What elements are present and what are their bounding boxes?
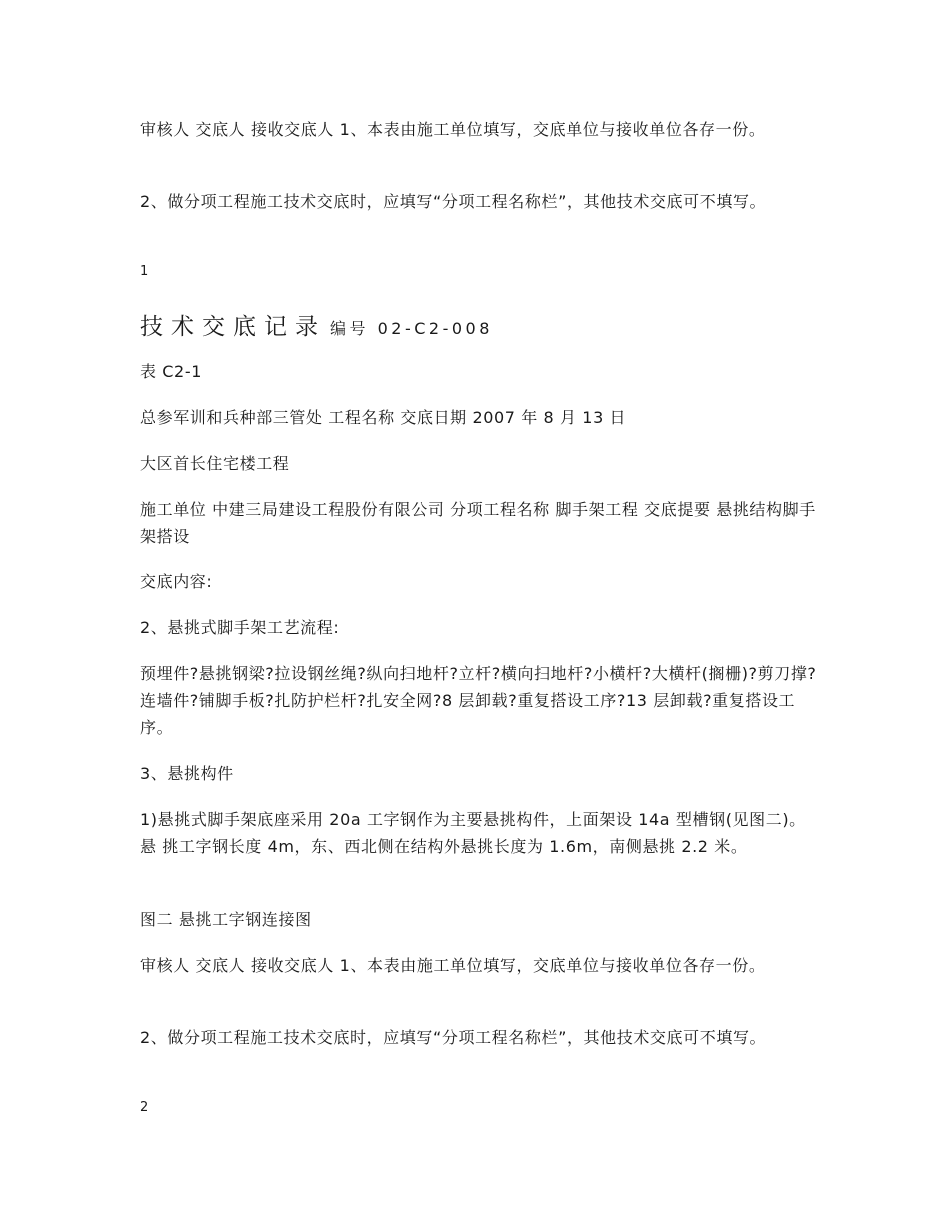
- section2-heading: 2、悬挑式脚手架工艺流程:: [140, 618, 340, 637]
- approval-note-1: 审核人 交底人 接收交底人 1、本表由施工单位填写，交底单位与接收单位各存一份。: [140, 956, 766, 975]
- project-name: 大区首长住宅楼工程: [140, 454, 290, 473]
- content-label: 交底内容:: [140, 572, 213, 591]
- header-line: 总参军训和兵种部三管处 工程名称 交底日期 2007 年 8 月 13 日: [140, 408, 627, 427]
- page-number: 2: [140, 1100, 149, 1115]
- process-flow: 预埋件?悬挑钢梁?拉设钢丝绳?纵向扫地杆?立杆?横向扫地杆?小横杆?大横杆(搁栅)?剪刀撑?连墙件?铺脚手板?扎防护栏杆?扎安全网?8 层卸载?重复搭设工序?13 层卸载?重复搭设工序。: [140, 664, 817, 737]
- record-title-line: [140, 308, 820, 341]
- figure-caption: 图二 悬挑工字钢连接图: [140, 910, 312, 929]
- page-number: 1: [140, 264, 149, 279]
- record-code: 编号 02-C2-008: [330, 319, 493, 338]
- form-number: 表 C2-1: [140, 362, 202, 381]
- section3-item-1: 1)悬挑式脚手架底座采用 20a 工字钢作为主要悬挑构件，上面架设 14a 型槽钢(见图二)。悬 挑工字钢长度 4m，东、西北侧在结构外悬挑长度为 1.6m，南侧悬挑 2.2 米。: [140, 810, 806, 856]
- approval-note-2: 2、做分项工程施工技术交底时，应填写“分项工程名称栏”，其他技术交底可不填写。: [140, 1028, 767, 1047]
- approval-note-2: 2、做分项工程施工技术交底时，应填写“分项工程名称栏”，其他技术交底可不填写。: [140, 192, 767, 211]
- unit-line: 施工单位 中建三局建设工程股份有限公司 分项工程名称 脚手架工程 交底提要 悬挑结构脚手架搭设: [140, 500, 816, 546]
- record-title: 技术交底记录: [140, 314, 326, 340]
- section3-heading: 3、悬挑构件: [140, 764, 234, 783]
- approval-note-1: 审核人 交底人 接收交底人 1、本表由施工单位填写，交底单位与接收单位各存一份。: [140, 120, 766, 139]
